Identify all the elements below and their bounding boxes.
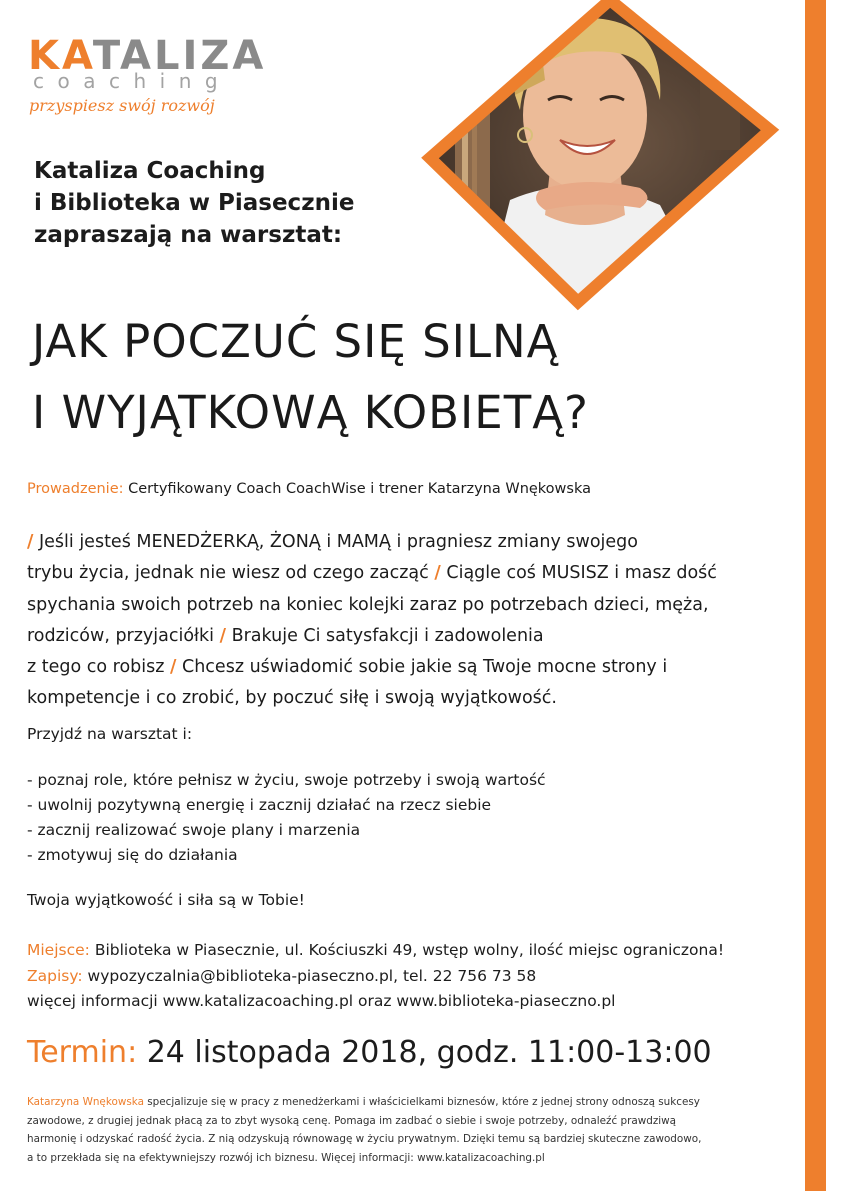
list-item: - zacznij realizować swoje plany i marzenia bbox=[27, 821, 361, 839]
date-value: 24 listopada 2018, godz. 11:00-13:00 bbox=[137, 1035, 712, 1070]
logo-wordmark-rest: TALIZA bbox=[92, 33, 267, 79]
invite-line: i Biblioteka w Piasecznie bbox=[34, 190, 355, 216]
event-info bbox=[27, 938, 724, 1015]
intro-text: Jeśli jesteś MENEDŻERKĄ, ŻONĄ i MAMĄ i pragniesz zmiany swojego bbox=[38, 532, 639, 552]
slash-separator: / bbox=[27, 532, 34, 552]
headline bbox=[32, 306, 589, 448]
trainer-bio bbox=[27, 1093, 797, 1167]
signup-text: wypozyczalnia@biblioteka-piaseczno.pl, tel. 22 756 73 58 bbox=[82, 966, 537, 985]
list-item: - poznaj role, które pełnisz w życiu, swoje potrzeby i swoją wartość bbox=[27, 771, 546, 789]
logo-subtitle: coaching bbox=[33, 69, 232, 93]
signup-label: Zapisy: bbox=[27, 966, 83, 985]
bio-text: specjalizuje się w pracy z menedżerkami i właścicielkami biznesów, które z jednej strony odnoszą sukcesy bbox=[143, 1096, 700, 1108]
come-to-workshop: Przyjdź na warsztat i: bbox=[27, 725, 193, 743]
portrait-photo bbox=[0, 0, 842, 320]
headline-line: JAK POCZUĆ SIĘ SILNĄ bbox=[32, 315, 559, 368]
logo-tagline: przyspiesz swój rozwój bbox=[29, 96, 215, 115]
bio-name: Katarzyna Wnękowska bbox=[27, 1096, 144, 1108]
date-label: Termin: bbox=[27, 1035, 138, 1070]
event-date bbox=[27, 1035, 712, 1070]
place-label: Miejsce: bbox=[27, 941, 90, 959]
more-info-line: więcej informacji www.katalizacoaching.pl oraz www.biblioteka-piaseczno.pl bbox=[27, 992, 616, 1010]
logo-wordmark-accent: KA bbox=[28, 33, 93, 79]
signup-line bbox=[27, 964, 724, 990]
intro-paragraph bbox=[27, 527, 817, 715]
place-text: Biblioteka w Piasecznie, ul. Kościuszki 49, wstęp wolny, ilość miejsc ograniczona! bbox=[89, 941, 725, 959]
intro-text: Chcesz uświadomić sobie jakie są Twoje mocne strony i bbox=[182, 657, 668, 678]
slash-separator: / bbox=[434, 563, 441, 584]
bio-text: a to przekłada się na efektywniejszy rozwój ich biznesu. Więcej informacji: www.katalizacoaching.pl bbox=[27, 1151, 545, 1164]
list-item: - zmotywuj się do działania bbox=[27, 846, 238, 864]
invite-line: zapraszają na warsztat: bbox=[34, 222, 343, 248]
headline-line: I WYJĄTKOWĄ KOBIETĄ? bbox=[32, 386, 589, 439]
strength-statement: Twoja wyjątkowość i siła są w Tobie! bbox=[27, 891, 305, 909]
bio-text: zawodowe, z drugiej jednak płacą za to zbyt wysoką cenę. Pomaga im zadbać o siebie i swoje potrzeby, odnaleźć prawdziwą bbox=[27, 1114, 677, 1127]
trainer-label: Prowadzenie: bbox=[27, 481, 124, 497]
list-item: - uwolnij pozytywną energię i zacznij działać na rzecz siebie bbox=[27, 796, 492, 814]
trainer-text: Certyfikowany Coach CoachWise i trener Katarzyna Wnękowska bbox=[123, 481, 591, 497]
intro-text: rodziców, przyjaciółki bbox=[27, 625, 215, 646]
intro-text: trybu życia, jednak nie wiesz od czego zacząć bbox=[27, 563, 429, 584]
intro-text: kompetencje i co zrobić, by poczuć siłę i swoją wyjątkowość. bbox=[27, 688, 557, 709]
intro-text: Brakuje Ci satysfakcji i zadowolenia bbox=[231, 625, 544, 646]
intro-text: Ciągle coś MUSISZ i masz dość bbox=[446, 563, 717, 584]
slash-separator: / bbox=[219, 625, 227, 646]
intro-text: spychania swoich potrzeb na koniec kolejki zaraz po potrzebach dzieci, męża, bbox=[27, 594, 709, 615]
slash-separator: / bbox=[170, 657, 177, 678]
intro-text: z tego co robisz bbox=[27, 657, 165, 678]
place-line bbox=[27, 938, 724, 964]
invite-line: Kataliza Coaching bbox=[34, 158, 266, 184]
bio-text: harmonię i odzyskać radość życia. Z nią odzyskują równowagę w życiu prywatnym. Dzięki temu są bardziej skuteczne zawodowo, bbox=[27, 1133, 702, 1145]
benefit-list bbox=[27, 768, 546, 868]
trainer-line bbox=[27, 481, 591, 497]
